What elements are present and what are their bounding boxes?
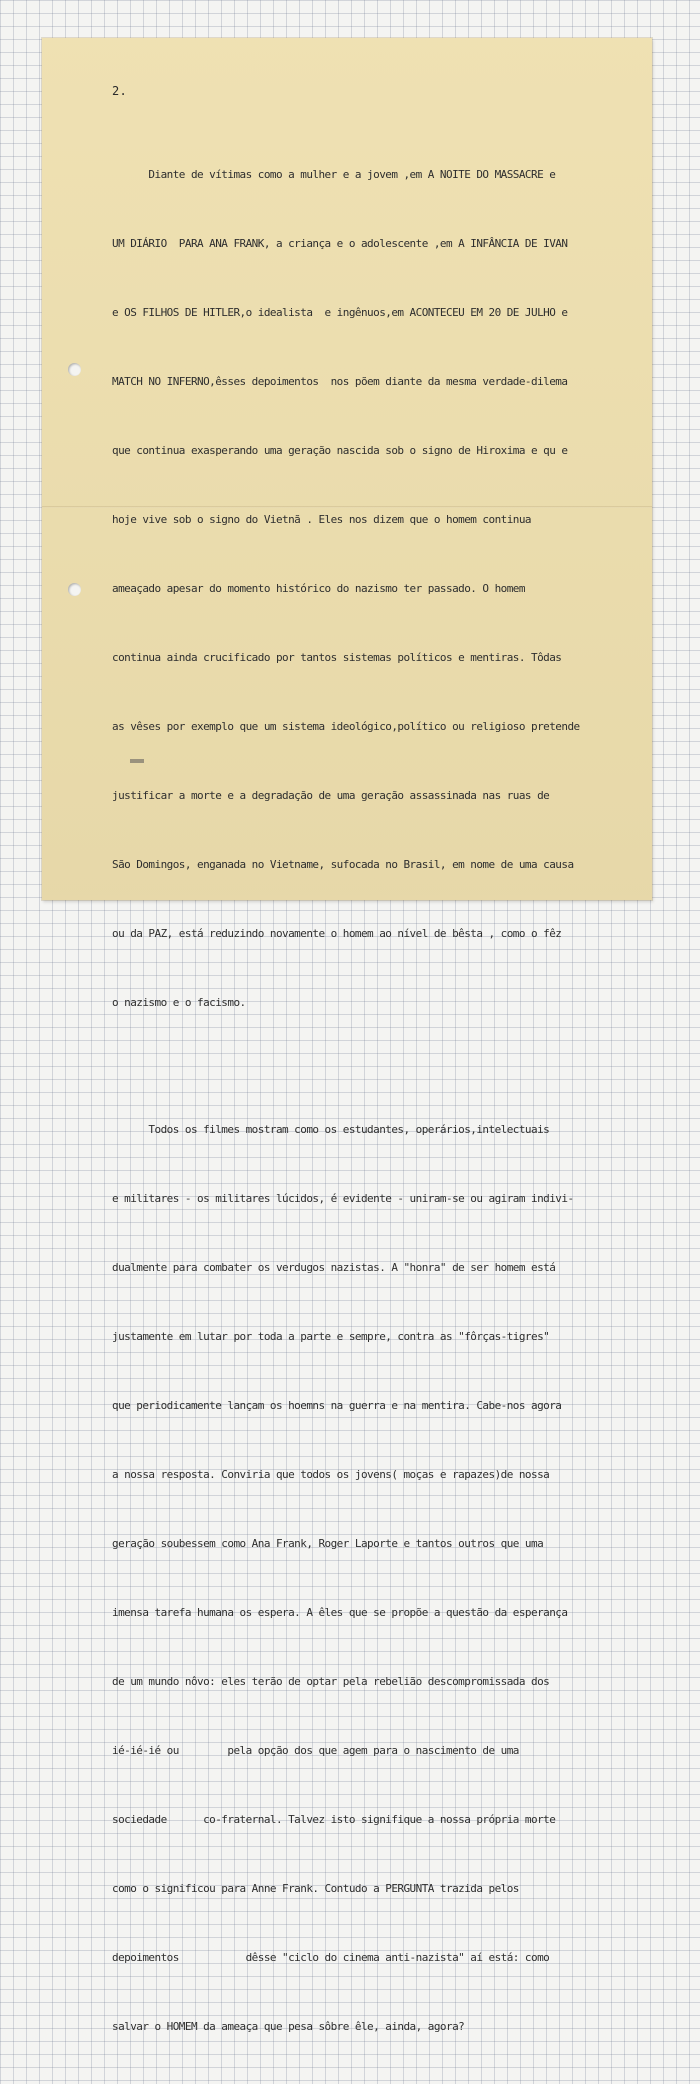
text-line: que continua exasperando uma geração nascida sob o signo de Hiroxima e qu e: [112, 444, 568, 457]
text-line: ou da PAZ, está reduzindo novamente o homem ao nível de bêsta , como o fêz: [112, 927, 562, 940]
text-line: imensa tarefa humana os espera. A êles que se propõe a questão da esperança: [112, 1606, 568, 1619]
text-line: depoimentos dêsse "ciclo do cinema anti-nazista" aí está: como: [112, 1951, 550, 1964]
text-line: UM DIÁRIO PARA ANA FRANK, a criança e o adolescente ,em A INFÂNCIA DE IVAN: [112, 237, 568, 250]
body-text: [112, 117, 652, 2084]
typewritten-page: [42, 38, 652, 2033]
text-line: ameaçado apesar do momento histórico do nazismo ter passado. O homem: [112, 582, 525, 595]
text-line: justamente em lutar por toda a parte e sempre, contra as "fôrças-tigres": [112, 1330, 550, 1343]
typed-strikeout-mark: [130, 759, 144, 763]
text-line: justificar a morte e a degradação de uma geração assassinada nas ruas de: [112, 789, 550, 802]
page-number: 2.: [112, 84, 128, 98]
text-line: a nossa resposta. Conviria que todos os jovens( moças e rapazes)de nossa: [112, 1468, 550, 1481]
punch-hole: [68, 363, 81, 376]
text-line: e militares - os militares lúcidos, é evidente - uniram-se ou agiram indivi-: [112, 1192, 574, 1205]
text-line: dualmente para combater os verdugos nazistas. A "honra" de ser homem está: [112, 1261, 556, 1274]
text-line: Todos os filmes mostram como os estudantes, operários,intelectuais: [112, 1123, 550, 1136]
text-line: continua ainda crucificado por tantos sistemas políticos e mentiras. Tôdas: [112, 651, 562, 664]
text-line: como o significou para Anne Frank. Contudo a PERGUNTA trazida pelos: [112, 1882, 519, 1895]
punch-hole: [68, 583, 81, 596]
text-line: que periodicamente lançam os hoemns na guerra e na mentira. Cabe-nos agora: [112, 1399, 562, 1412]
text-line: ié-ié-ié ou pela opção dos que agem para o nascimento de uma: [112, 1744, 519, 1757]
text-line: sociedade co-fraternal. Talvez isto signifique a nossa própria morte: [112, 1813, 556, 1826]
text-line: o nazismo e o facismo.: [112, 996, 246, 1009]
text-line: São Domingos, enganada no Vietname, sufocada no Brasil, em nome de uma causa: [112, 858, 574, 871]
text-line: hoje vive sob o signo do Vietnã . Eles nos dizem que o homem continua: [112, 513, 532, 526]
text-line: geração soubessem como Ana Frank, Roger Laporte e tantos outros que uma: [112, 1537, 544, 1550]
text-line: e OS FILHOS DE HITLER,o idealista e ingênuos,em ACONTECEU EM 20 DE JULHO e: [112, 306, 568, 319]
text-line: Diante de vítimas como a mulher e a jovem ,em A NOITE DO MASSACRE e: [112, 168, 556, 181]
text-line: as vêses por exemplo que um sistema ideológico,político ou religioso pretende: [112, 720, 580, 733]
paragraph-gap: [112, 1060, 652, 1072]
text-line: salvar o HOMEM da ameaça que pesa sôbre êle, ainda, agora?: [112, 2020, 465, 2033]
text-line: de um mundo nôvo: eles terão de optar pela rebelião descompromissada dos: [112, 1675, 550, 1688]
text-line: MATCH NO INFERNO,êsses depoimentos nos põem diante da mesma verdade-dilema: [112, 375, 568, 388]
